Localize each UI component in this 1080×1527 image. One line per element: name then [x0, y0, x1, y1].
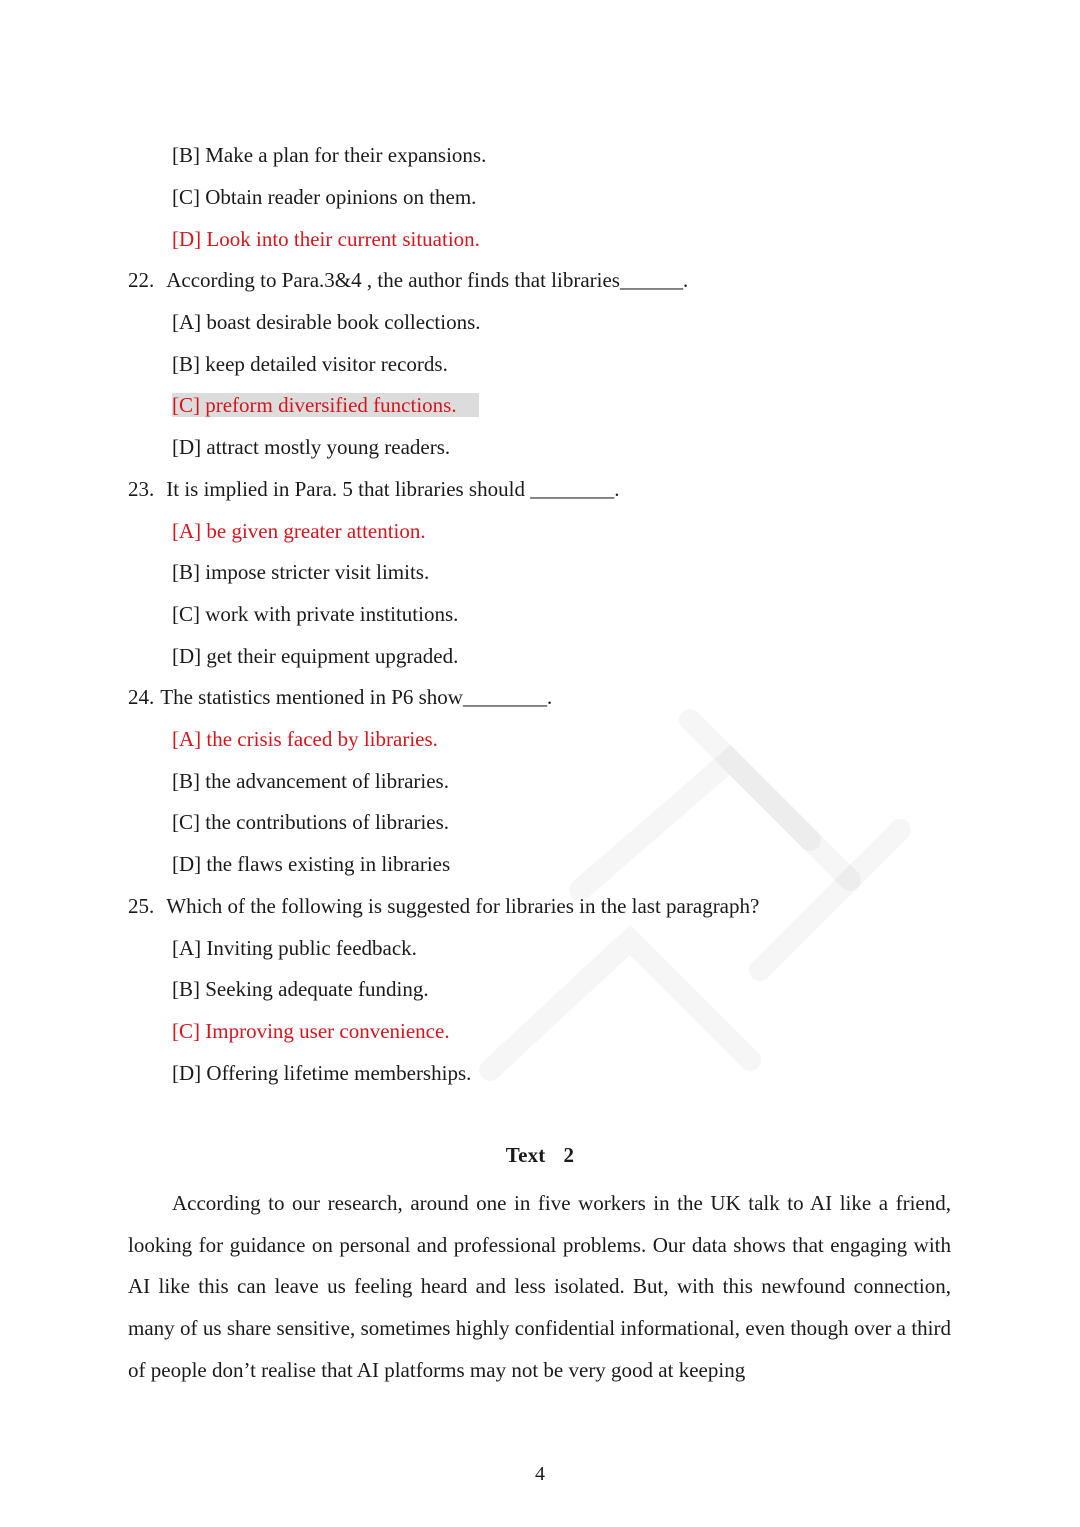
- passage-paragraph: According to our research, around one in five workers in the UK talk to AI like a friend, looking for guidance on personal and professional problems. Our data shows that engaging with AI like this can leave us feeling heard and less isolated. But, with this newfound connection, many of us share sensitive, sometimes highly confidential informational, even though over a third of people don’t realise that AI platforms may not be very good at keeping: [128, 1191, 951, 1382]
- question-number: 23.: [128, 477, 155, 501]
- question-23: [128, 476, 619, 502]
- section-title-word: Text: [505, 1143, 546, 1167]
- section-title-number: 2: [563, 1143, 575, 1167]
- option-21-d-answer: [D] Look into their current situation.: [172, 227, 480, 251]
- option-24-a-answer: [A] the crisis faced by libraries.: [172, 727, 438, 751]
- option-22-b: [B] keep detailed visitor records.: [172, 352, 448, 376]
- option-23-d: [D] get their equipment upgraded.: [172, 644, 459, 668]
- page-number: 4: [535, 1463, 545, 1485]
- section-title: [0, 1143, 1080, 1168]
- option-25-b: [B] Seeking adequate funding.: [172, 977, 429, 1001]
- question-number: 25.: [128, 894, 155, 918]
- option-25-a: [A] Inviting public feedback.: [172, 936, 417, 960]
- question-number: 24.: [128, 685, 155, 709]
- option-25-c-answer: [C] Improving user convenience.: [172, 1019, 450, 1043]
- question-text: The statistics mentioned in P6 show________.: [160, 685, 553, 709]
- option-22-a: [A] boast desirable book collections.: [172, 310, 481, 334]
- option-21-b: [B] Make a plan for their expansions.: [172, 143, 487, 167]
- question-25: [128, 893, 759, 919]
- option-22-d: [D] attract mostly young readers.: [172, 435, 451, 459]
- option-24-d: [D] the flaws existing in libraries: [172, 852, 451, 876]
- watermark-graphic: [430, 640, 990, 1140]
- question-22: [128, 267, 688, 293]
- option-23-a-answer: [A] be given greater attention.: [172, 519, 426, 543]
- question-text: Which of the following is suggested for libraries in the last paragraph?: [166, 894, 760, 918]
- option-24-b: [B] the advancement of libraries.: [172, 769, 449, 793]
- question-24: [128, 684, 552, 710]
- question-text: It is implied in Para. 5 that libraries should ________.: [166, 477, 620, 501]
- option-21-c: [C] Obtain reader opinions on them.: [172, 185, 477, 209]
- question-number: 22.: [128, 268, 155, 292]
- option-23-c: [C] work with private institutions.: [172, 602, 459, 626]
- option-23-b: [B] impose stricter visit limits.: [172, 560, 430, 584]
- option-22-c-answer: [172, 392, 479, 418]
- option-25-d: [D] Offering lifetime memberships.: [172, 1061, 472, 1085]
- highlighted-answer: [C] preform diversified functions.: [172, 393, 479, 417]
- option-24-c: [C] the contributions of libraries.: [172, 810, 450, 834]
- question-text: According to Para.3&4 , the author finds that libraries______.: [166, 268, 689, 292]
